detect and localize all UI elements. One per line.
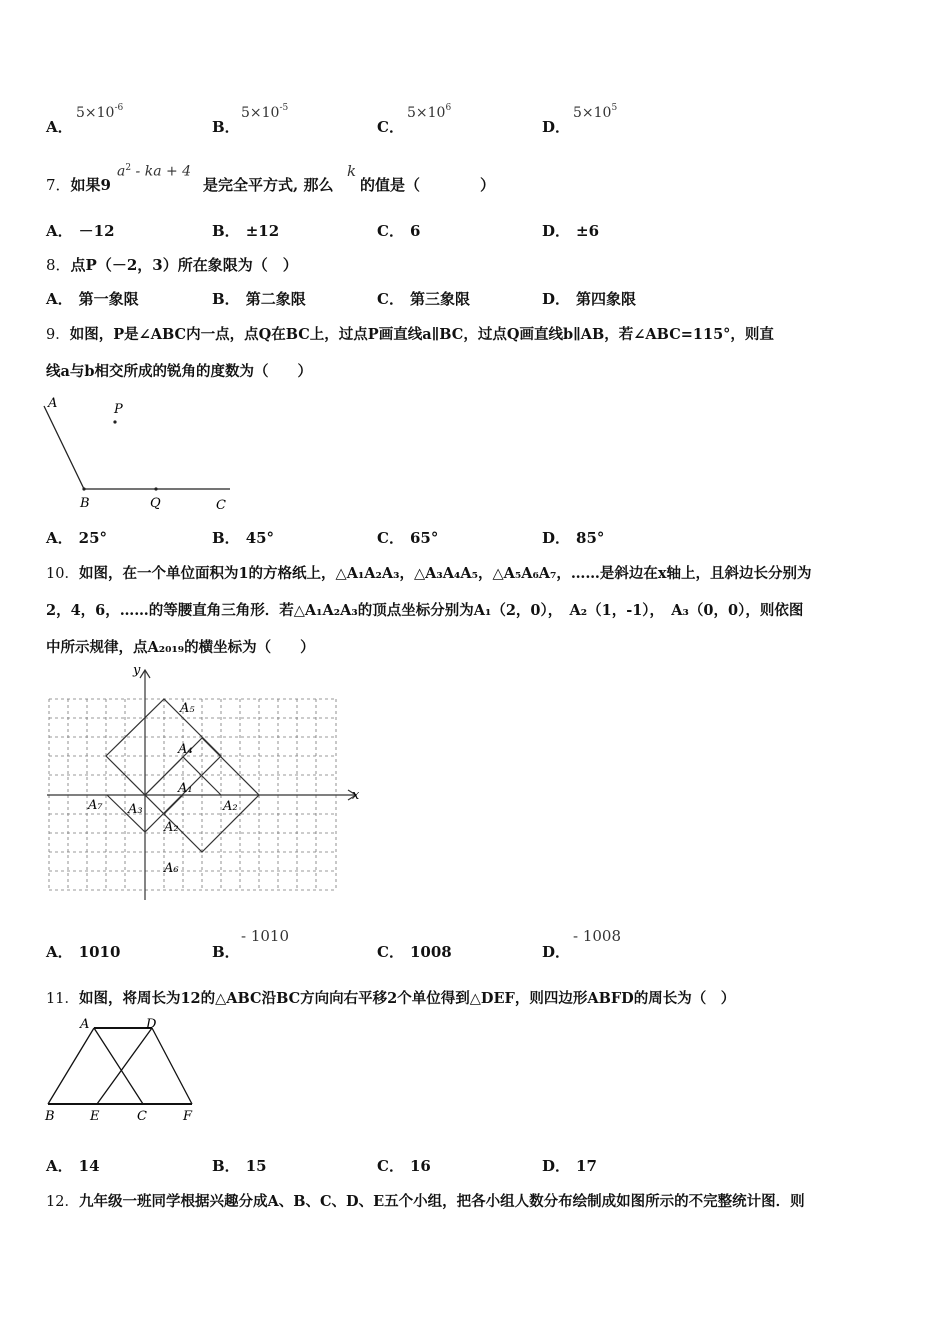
- q10-label-a3: A₃: [128, 802, 143, 817]
- q8-option-c[interactable]: C． 第三象限: [377, 290, 470, 308]
- q10-option-b-value: - 1010: [241, 927, 290, 945]
- q11-label-f: F: [183, 1109, 193, 1124]
- q11-stem: 11．如图，将周长为12的△ABC沿BC方向向右平移2个单位得到△DEF，则四边形ABFD的周长为（ ）: [46, 990, 736, 1007]
- q11-option-a[interactable]: A． 14: [46, 1157, 100, 1175]
- q10-label-a5: A₅: [180, 701, 195, 716]
- q6-option-b[interactable]: B．: [212, 118, 240, 136]
- q10-label-a2: A₂: [164, 820, 179, 835]
- q11-label-c: C: [137, 1109, 147, 1124]
- q6-option-b-value: $5\times 10^{-5}$: [241, 103, 289, 121]
- q11-segment-ac: [94, 1028, 143, 1104]
- q7-k: k: [347, 162, 357, 180]
- q9-point-q: [154, 487, 157, 490]
- q6-option-a[interactable]: A．: [46, 118, 73, 136]
- q9-label-b: B: [80, 496, 90, 511]
- q8-stem: 8．点P（－2，3）所在象限为（ ）: [46, 256, 298, 274]
- q9-stem-line2: 线a与b相交所成的锐角的度数为（ ）: [46, 363, 313, 380]
- q9-stem-line1: 9．如图，P是∠ABC内一点，点Q在BC上，过点P画直线a∥BC，过点Q画直线b∥AB，若∠ABC=115°，则直: [46, 326, 774, 343]
- q7-stem-end: 的值是（ ）: [360, 176, 496, 194]
- q10-label-a1: A₁: [178, 781, 193, 796]
- q11-label-e: E: [90, 1109, 100, 1124]
- q12-stem: 12．九年级一班同学根据兴趣分成A、B、C、D、E五个小组，把各小组人数分布绘制成如图所示的不完整统计图．则: [46, 1193, 805, 1210]
- q11-figure: [40, 1012, 200, 1124]
- q6-option-a-value: $5\times 10^{-6}$: [76, 103, 124, 121]
- q10-option-a[interactable]: A． 1010: [46, 943, 121, 961]
- q7-option-a[interactable]: A． －12: [46, 222, 115, 240]
- q10-stem-line3: 中所示规律，点A₂₀₁₉的横坐标为（ ）: [46, 639, 315, 656]
- q10-label-x: x: [352, 788, 360, 803]
- q10-option-d[interactable]: D．: [542, 943, 571, 961]
- q11-label-a: A: [80, 1017, 90, 1032]
- q7-stem-cont: 是完全平方式, 那么: [203, 176, 334, 194]
- q9-ray-ba: [44, 406, 84, 489]
- q6-option-c-value: $5\times 10^6$: [407, 103, 452, 121]
- q7-option-c[interactable]: C． 6: [377, 222, 421, 240]
- q10-label-a4: A₄: [178, 742, 193, 757]
- q11-segment-ab: [48, 1028, 94, 1104]
- q10-label-a7: A₇: [88, 798, 103, 813]
- q7-expression: $a^2$ - ka + 4: [117, 163, 192, 180]
- q6-option-c[interactable]: C．: [377, 118, 404, 136]
- q9-option-d[interactable]: D． 85°: [542, 529, 605, 547]
- q8-option-a[interactable]: A． 第一象限: [46, 290, 139, 308]
- q7-option-b[interactable]: B． ±12: [212, 222, 280, 240]
- q11-label-b: B: [45, 1109, 55, 1124]
- q8-option-d[interactable]: D． 第四象限: [542, 290, 637, 308]
- q7-stem: 7．如果9: [46, 176, 111, 194]
- q10-stem-line1: 10．如图，在一个单位面积为1的方格纸上，△A₁A₂A₃，△A₃A₄A₅，△A₅A₆A₇，……是斜边在x轴上，且斜边长分别为: [46, 565, 812, 582]
- q9-option-c[interactable]: C． 65°: [377, 529, 439, 547]
- q9-point-p: [113, 420, 116, 423]
- q11-option-c[interactable]: C． 16: [377, 1157, 431, 1175]
- q9-point-b: [82, 487, 85, 490]
- q9-option-b[interactable]: B． 45°: [212, 529, 275, 547]
- q10-triangle-path: [106, 699, 259, 852]
- q6-option-d[interactable]: D．: [542, 118, 571, 136]
- q11-option-d[interactable]: D． 17: [542, 1157, 597, 1175]
- q9-label-a: A: [48, 396, 58, 411]
- q11-label-d: D: [146, 1017, 157, 1032]
- q10-option-b[interactable]: B．: [212, 943, 240, 961]
- q9-figure: [40, 392, 240, 517]
- q10-label-y: y: [133, 663, 141, 678]
- q10-label-a2-right: A₂: [223, 799, 238, 814]
- q7-option-d[interactable]: D． ±6: [542, 222, 600, 240]
- q9-label-c: C: [216, 498, 226, 513]
- q11-option-b[interactable]: B． 15: [212, 1157, 267, 1175]
- q9-label-p: P: [114, 402, 123, 417]
- q8-option-b[interactable]: B． 第二象限: [212, 290, 306, 308]
- q9-label-q: Q: [150, 496, 161, 511]
- q9-option-a[interactable]: A． 25°: [46, 529, 108, 547]
- q10-option-d-value: - 1008: [573, 927, 622, 945]
- q10-label-a6: A₆: [164, 861, 179, 876]
- q6-option-d-value: $5\times 10^5$: [573, 103, 618, 121]
- q10-stem-line2: 2，4，6，……的等腰直角三角形．若△A₁A₂A₃的顶点坐标分别为A₁（2，0）， A₂（1，-1）， A₃（0，0），则依图: [46, 602, 804, 619]
- q10-grid-figure: [40, 660, 370, 905]
- q10-option-c[interactable]: C． 1008: [377, 943, 452, 961]
- q11-segment-df: [152, 1028, 192, 1104]
- q11-segment-de: [97, 1028, 152, 1104]
